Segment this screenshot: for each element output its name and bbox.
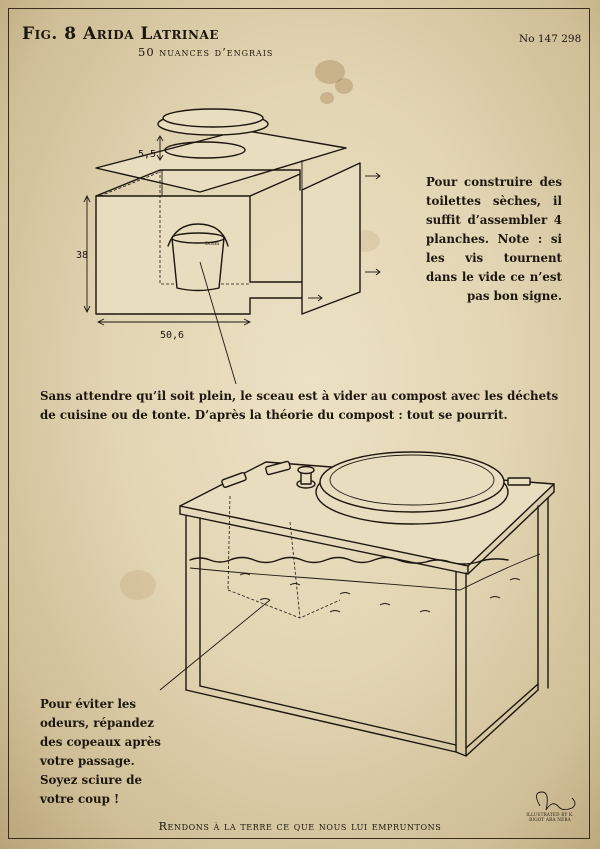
toilet-box-diagram bbox=[160, 452, 554, 756]
bucket-label: Dosm bbox=[205, 241, 220, 247]
footer-motto: Rendons à la terre ce que nous lui empruntons bbox=[158, 820, 442, 833]
dimension-hole: 5,5 bbox=[138, 149, 157, 160]
reference-number: No 147 298 bbox=[519, 33, 582, 45]
dimension-height: 38 bbox=[76, 250, 89, 261]
signature-mark bbox=[536, 792, 575, 810]
odeurs-note: Pour éviter les odeurs, répandez des copeaux après votre passage. Soyez sciure de votre coup ! bbox=[40, 697, 161, 806]
compost-note: Sans attendre qu’il soit plein, le sceau est à vider au compost avec les déchets de cuisine ou de tonte. D’après la théorie du compost : tout se pourrit. bbox=[40, 389, 559, 422]
page-title: Fig. 8 Arida Latrinae bbox=[22, 24, 219, 44]
exploded-box-diagram bbox=[76, 109, 380, 384]
construction-note: Pour construire des toilettes sèches, il suffit d’assembler 4 planches. Note : si les vis tournent dans le vide ce n’est pas bon signe. bbox=[426, 175, 562, 303]
illustrator-credit: ILLUSTRATED BY K. BIGOT ARA NEBA bbox=[526, 812, 574, 822]
dimension-width: 50,6 bbox=[160, 330, 185, 341]
page-subtitle: 50 nuances d’engrais bbox=[138, 45, 274, 59]
